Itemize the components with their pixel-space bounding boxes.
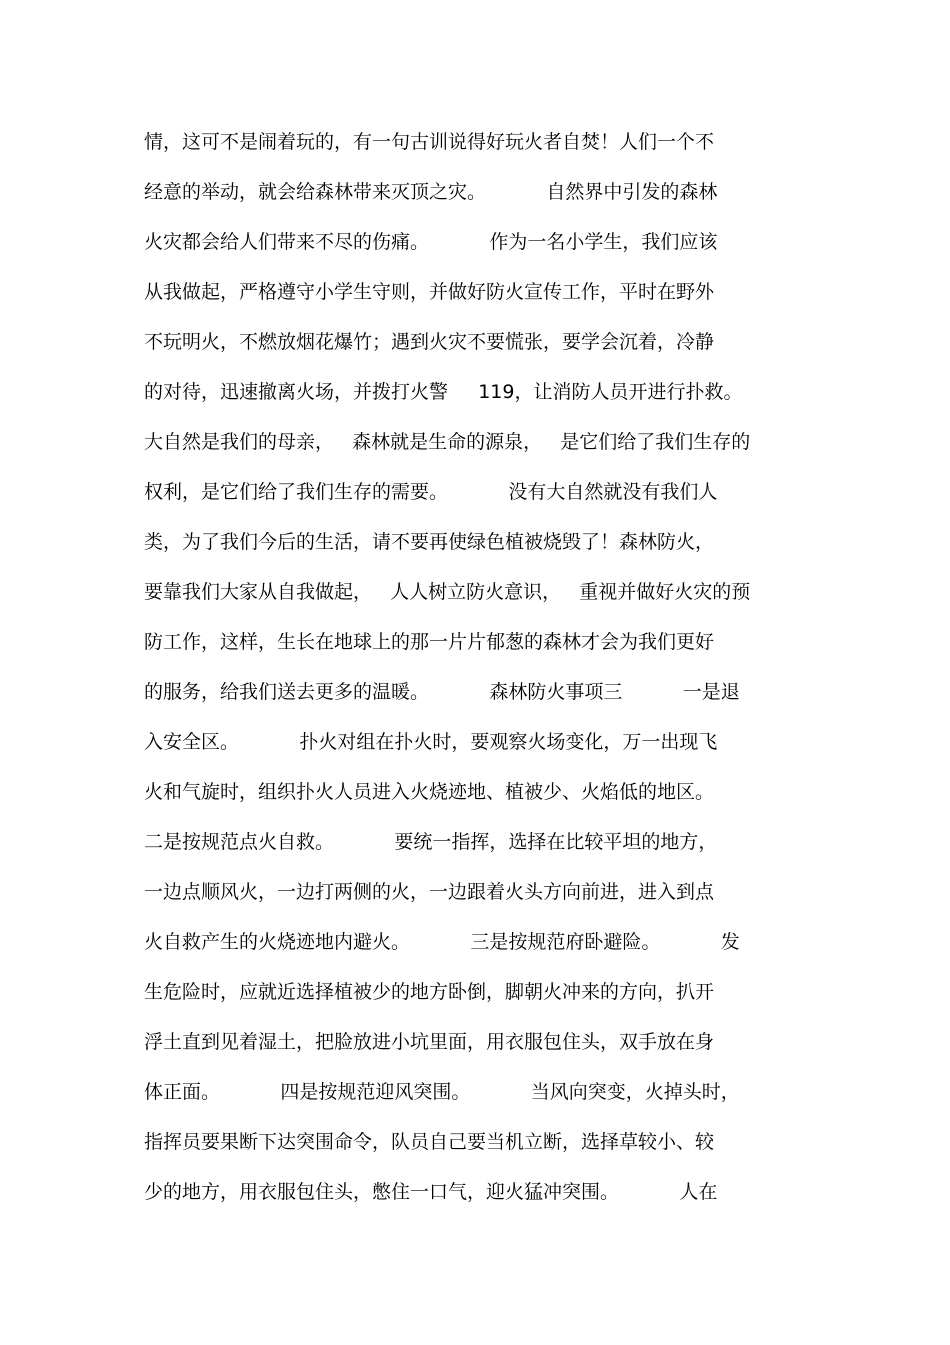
text-line: 要靠我们大家从自我做起， 人人树立防火意识， 重视并做好火灾的预 [144, 581, 751, 603]
text-line: 大自然是我们的母亲， 森林就是生命的源泉， 是它们给了我们生存的 [144, 431, 751, 453]
text-line: 情，这可不是闹着玩的，有一句古训说得好玩火者自焚！人们一个不 [144, 131, 715, 153]
body-text [144, 122, 824, 1222]
text-line: 火灾都会给人们带来不尽的伤痛。 作为一名小学生，我们应该 [144, 231, 718, 253]
text-line: 类，为了我们今后的生活，请不要再使绿色植被烧毁了！森林防火， [144, 531, 715, 553]
text-line: 生危险时，应就近选择植被少的地方卧倒，脚朝火冲来的方向，扒开 [144, 981, 715, 1003]
text-line: 的对待，迅速撤离火场，并拨打火警 119，让消防人员开进行扑救。 [144, 381, 743, 403]
text-line: 体正面。 四是按规范迎风突围。 当风向突变，火掉头时， [144, 1081, 740, 1103]
text-line: 少的地方，用衣服包住头，憋住一口气，迎火猛冲突围。 人在 [144, 1181, 718, 1203]
text-line: 指挥员要果断下达突围命令，队员自己要当机立断，选择草较小、较 [144, 1131, 715, 1153]
text-line: 一边点顺风火，一边打两侧的火，一边跟着火头方向前进，进入到点 [144, 881, 715, 903]
text-line: 不玩明火，不燃放烟花爆竹；遇到火灾不要慌张，要学会沉着，冷静 [144, 331, 715, 353]
text-line: 浮土直到见着湿土，把脸放进小坑里面，用衣服包住头，双手放在身 [144, 1031, 715, 1053]
text-line: 火和气旋时，组织扑火人员进入火烧迹地、植被少、火焰低的地区。 [144, 781, 715, 803]
text-line: 防工作，这样，生长在地球上的那一片片郁葱的森林才会为我们更好 [144, 631, 715, 653]
text-line: 的服务，给我们送去更多的温暖。 森林防火事项三 一是退 [144, 681, 740, 703]
text-line: 经意的举动，就会给森林带来灭顶之灾。 自然界中引发的森林 [144, 181, 718, 203]
text-line: 火自救产生的火烧迹地内避火。 三是按规范府卧避险。 发 [144, 931, 740, 953]
text-line: 入安全区。 扑火对组在扑火时，要观察火场变化，万一出现飞 [144, 731, 718, 753]
text-line: 二是按规范点火自救。 要统一指挥，选择在比较平坦的地方， [144, 831, 718, 853]
text-line: 权利，是它们给了我们生存的需要。 没有大自然就没有我们人 [144, 481, 718, 503]
text-line: 从我做起，严格遵守小学生守则，并做好防火宣传工作，平时在野外 [144, 281, 715, 303]
